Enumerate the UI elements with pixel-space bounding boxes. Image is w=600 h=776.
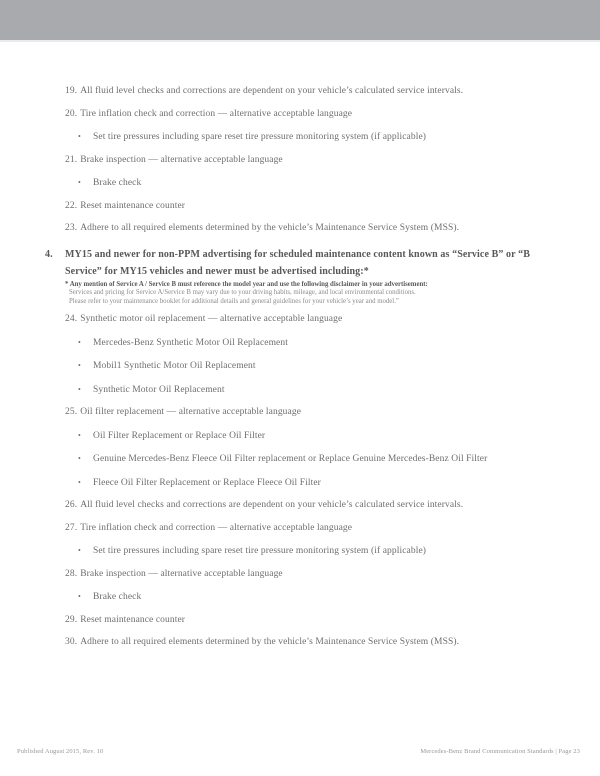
bullet-icon	[78, 131, 93, 143]
bullet-list-item	[65, 131, 557, 143]
item-number: 29.	[65, 614, 78, 625]
item-text: All fluid level checks and corrections are dependent on your vehicle’s calculated service intervals.	[80, 86, 464, 96]
numbered-list-item	[65, 223, 557, 234]
numbered-list-item	[65, 569, 557, 580]
page-content	[45, 86, 557, 660]
item-number: 25.	[65, 407, 78, 418]
numbered-list-item	[65, 201, 557, 212]
item-number: 22.	[65, 200, 78, 211]
item-number: 20.	[65, 108, 78, 119]
bullet-list-item	[65, 430, 557, 442]
section-number: 4.	[45, 248, 53, 260]
bullet-list-item	[65, 337, 557, 349]
item-text: All fluid level checks and corrections are dependent on your vehicle’s calculated service intervals.	[80, 500, 464, 511]
item-text: Set tire pressures including spare reset tire pressure monitoring system (if applicable)	[93, 132, 427, 142]
bullet-list-item	[65, 384, 557, 396]
item-text: Brake inspection — alternative acceptable language	[80, 568, 283, 579]
item-text: Fleece Oil Filter Replacement or Replace Fleece Oil Filter	[93, 477, 321, 488]
item-text: Set tire pressures including spare reset tire pressure monitoring system (if applicable)	[93, 546, 427, 557]
footer-doc-title-page: Mercedes-Benz Brand Communication Standards | Page 23	[420, 748, 580, 755]
item-text: Reset maintenance counter	[80, 614, 186, 625]
item-text: Synthetic Motor Oil Replacement	[93, 384, 225, 395]
item-text: Mobil1 Synthetic Motor Oil Replacement	[93, 361, 256, 372]
item-text: Tire inflation check and correction — alternative acceptable language	[80, 522, 353, 533]
numbered-list-item	[65, 637, 557, 648]
item-text: Oil filter replacement — alternative acceptable language	[80, 407, 302, 418]
numbered-list-item	[65, 615, 557, 626]
bullet-list-item	[65, 177, 557, 189]
item-text: Brake check	[93, 592, 142, 603]
numbered-list-item	[65, 407, 557, 418]
section-4-heading	[45, 246, 557, 280]
bullet-list-item	[65, 477, 557, 489]
item-number: 26.	[65, 500, 78, 511]
footer-publish-date: Published August 2015, Rev. 10	[17, 748, 104, 755]
footnote-line-2: Please refer to your maintenance booklet for additional details and general guidelines for your vehicle’s year and model.”	[69, 297, 399, 305]
item-text: Mercedes-Benz Synthetic Motor Oil Replacement	[93, 337, 288, 348]
item-text: Brake check	[93, 178, 142, 188]
bullet-list-item	[65, 360, 557, 372]
bullet-icon	[78, 477, 93, 489]
item-number: 27.	[65, 522, 78, 533]
disclaimer-footnote	[65, 281, 557, 307]
item-text: Genuine Mercedes-Benz Fleece Oil Filter replacement or Replace Genuine Mercedes-Benz Oil Filter	[93, 454, 488, 465]
section-heading-line-2: Service” for MY15 vehicles and newer must be advertised including:*	[65, 265, 369, 277]
bullet-list-item	[65, 453, 557, 465]
numbered-list-item	[65, 155, 557, 166]
item-text: Brake inspection — alternative acceptable language	[80, 154, 283, 165]
bullet-icon	[78, 430, 93, 442]
bullet-list-item	[65, 591, 557, 603]
bullet-icon	[78, 337, 93, 349]
bullet-list-item	[65, 545, 557, 557]
footnote-line-1: Services and pricing for Service A/Service B may vary due to your driving habits, mileage, and local environmental conditions.	[69, 289, 416, 297]
item-number: 24.	[65, 314, 78, 325]
header-band	[0, 0, 600, 42]
item-text: Oil Filter Replacement or Replace Oil Filter	[93, 430, 266, 441]
section-heading-text	[65, 246, 530, 280]
bullet-icon	[78, 453, 93, 465]
item-number: 21.	[65, 154, 78, 165]
numbered-list-item	[65, 86, 557, 97]
bullet-icon	[78, 384, 93, 396]
item-text: Reset maintenance counter	[80, 200, 186, 211]
item-text: Adhere to all required elements determined by the vehicle’s Maintenance Service System (MSS).	[80, 637, 460, 648]
section-heading-line-1: MY15 and newer for non-PPM advertising for scheduled maintenance content known as “Service B” or “B	[65, 248, 530, 260]
bullet-icon	[78, 360, 93, 372]
numbered-list-item	[65, 314, 557, 325]
bullet-icon	[78, 545, 93, 557]
item-number: 19.	[65, 86, 78, 96]
footnote-bold-line: * Any mention of Service A / Service B must reference the model year and use the following disclaimer in your advertisement:	[65, 280, 428, 288]
item-number: 23.	[65, 223, 78, 233]
bullet-icon	[78, 591, 93, 603]
item-text: Adhere to all required elements determined by the vehicle’s Maintenance Service System (MSS).	[80, 223, 460, 233]
list-items-24-30	[65, 314, 557, 648]
numbered-list-item	[65, 500, 557, 511]
item-text: Tire inflation check and correction — alternative acceptable language	[80, 108, 353, 119]
numbered-list-item	[65, 523, 557, 534]
item-number: 30.	[65, 637, 78, 648]
numbered-list-item	[65, 109, 557, 120]
item-text: Synthetic motor oil replacement — alternative acceptable language	[80, 314, 343, 325]
item-number: 28.	[65, 568, 78, 579]
bullet-icon	[78, 177, 93, 189]
list-items-19-23	[65, 86, 557, 234]
